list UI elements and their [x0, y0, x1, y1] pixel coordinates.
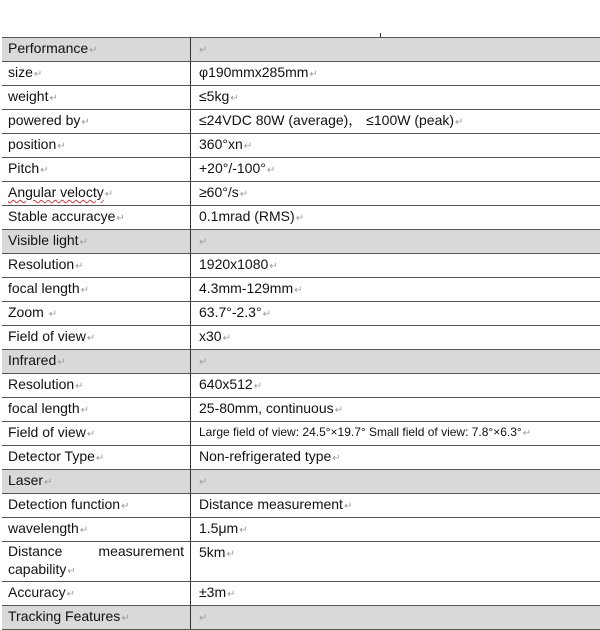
table-row: [2, 206, 600, 230]
cell-label: Laser↵: [2, 470, 191, 494]
paragraph-mark-icon: ↵: [96, 453, 104, 464]
paragraph-mark-icon: ↵: [199, 613, 207, 624]
cell-label: Angular velocty↵: [2, 182, 191, 206]
paragraph-mark-icon: ↵: [227, 589, 235, 600]
cell-label: focal length↵: [2, 278, 191, 302]
table-row: [2, 494, 600, 518]
cell-label: Zoom ↵: [2, 302, 191, 326]
section-laser: [2, 470, 600, 494]
section-visible-light: [2, 230, 600, 254]
table-row: [2, 86, 600, 110]
paragraph-mark-icon: ↵: [244, 141, 252, 152]
cell-value: [191, 606, 600, 630]
paragraph-mark-icon: ↵: [332, 453, 340, 464]
table-row: [2, 422, 600, 446]
cell-label: wavelength↵: [2, 518, 191, 542]
cell-value: ≤24VDC 80W (average)， ≤100W (peak)↵: [191, 110, 600, 134]
cell-label: focal length↵: [2, 398, 191, 422]
cell-value: Non-refrigerated type↵: [191, 446, 600, 470]
paragraph-mark-icon: ↵: [105, 189, 113, 200]
cell-label: Resolution↵: [2, 254, 191, 278]
paragraph-mark-icon: ↵: [269, 261, 277, 272]
paragraph-mark-icon: ↵: [75, 381, 83, 392]
cell-label: Pitch↵: [2, 158, 191, 182]
table-row: [2, 446, 600, 470]
table-row: [2, 518, 600, 542]
paragraph-mark-icon: ↵: [199, 477, 207, 488]
cell-label: Distance measurement capability↵: [2, 542, 191, 582]
paragraph-mark-icon: ↵: [344, 501, 352, 512]
paragraph-mark-icon: ↵: [294, 285, 302, 296]
cell-value: 4.3mm-129mm↵: [191, 278, 600, 302]
table-row: [2, 254, 600, 278]
table-row: [2, 542, 600, 582]
table-row: [2, 326, 600, 350]
cell-value: Distance measurement↵: [191, 494, 600, 518]
cell-value: 1.5μm↵: [191, 518, 600, 542]
paragraph-mark-icon: ↵: [199, 357, 207, 368]
paragraph-mark-icon: ↵: [240, 189, 248, 200]
paragraph-mark-icon: ↵: [116, 213, 124, 224]
paragraph-mark-icon: ↵: [296, 213, 304, 224]
paragraph-mark-icon: ↵: [230, 93, 238, 104]
table-row: [2, 110, 600, 134]
cell-label: Accuracy↵: [2, 582, 191, 606]
paragraph-mark-icon: ↵: [254, 381, 262, 392]
paragraph-mark-icon: ↵: [67, 566, 75, 577]
paragraph-mark-icon: ↵: [81, 405, 89, 416]
cell-value: 63.7°-2.3°↵: [191, 302, 600, 326]
paragraph-mark-icon: ↵: [49, 93, 57, 104]
paragraph-mark-icon: ↵: [199, 45, 207, 56]
paragraph-mark-icon: ↵: [523, 428, 531, 439]
cell-value: [191, 350, 600, 374]
table-row: [2, 134, 600, 158]
paragraph-mark-icon: ↵: [81, 285, 89, 296]
cell-label: Detector Type↵: [2, 446, 191, 470]
cell-label: Field of view↵: [2, 422, 191, 446]
cell-label: size↵: [2, 62, 191, 86]
paragraph-mark-icon: ↵: [267, 165, 275, 176]
cell-value: [191, 230, 600, 254]
paragraph-mark-icon: ↵: [80, 237, 88, 248]
cell-value: 1920x1080↵: [191, 254, 600, 278]
cell-value: φ190mmx285mm↵: [191, 62, 600, 86]
paragraph-mark-icon: ↵: [81, 117, 89, 128]
cell-label: Field of view↵: [2, 326, 191, 350]
cell-value: 640x512↵: [191, 374, 600, 398]
section-tracking-features: [2, 606, 600, 630]
table-row: [2, 182, 600, 206]
section-infrared: [2, 350, 600, 374]
paragraph-mark-icon: ↵: [121, 501, 129, 512]
paragraph-mark-icon: ↵: [57, 357, 65, 368]
paragraph-mark-icon: ↵: [87, 333, 95, 344]
spec-table: [2, 37, 600, 630]
paragraph-mark-icon: ↵: [226, 549, 234, 560]
cell-value: 25-80mm, continuous↵: [191, 398, 600, 422]
table-row: [2, 582, 600, 606]
paragraph-mark-icon: ↵: [309, 69, 317, 80]
paragraph-mark-icon: ↵: [199, 237, 207, 248]
cell-value: ±3m↵: [191, 582, 600, 606]
cell-value: +20°/-100°↵: [191, 158, 600, 182]
cell-value: ≥60°/s↵: [191, 182, 600, 206]
cell-value: x30↵: [191, 326, 600, 350]
paragraph-mark-icon: ↵: [57, 141, 65, 152]
cell-value: [191, 470, 600, 494]
cell-value: 5km↵: [191, 542, 600, 582]
paragraph-mark-icon: ↵: [223, 333, 231, 344]
cell-label: Detection function↵: [2, 494, 191, 518]
cell-label: Resolution↵: [2, 374, 191, 398]
section-performance: [2, 38, 600, 62]
table-row: [2, 374, 600, 398]
table-row: [2, 302, 600, 326]
paragraph-mark-icon: ↵: [239, 525, 247, 536]
paragraph-mark-icon: ↵: [67, 589, 75, 600]
cell-value: 0.1mrad (RMS)↵: [191, 206, 600, 230]
paragraph-mark-icon: ↵: [75, 261, 83, 272]
paragraph-mark-icon: ↵: [40, 165, 48, 176]
paragraph-mark-icon: ↵: [455, 117, 463, 128]
cell-label: Stable accuracye↵: [2, 206, 191, 230]
paragraph-mark-icon: ↵: [335, 405, 343, 416]
paragraph-mark-icon: ↵: [121, 613, 129, 624]
cell-value: [191, 38, 600, 62]
paragraph-mark-icon: ↵: [49, 309, 57, 320]
table-row: [2, 158, 600, 182]
table-row: [2, 278, 600, 302]
table-row: [2, 398, 600, 422]
paragraph-mark-icon: ↵: [89, 45, 97, 56]
cell-value: ≤5kg↵: [191, 86, 600, 110]
cell-value: Large field of view: 24.5°×19.7° Small field of view: 7.8°×6.3°↵: [191, 422, 600, 446]
paragraph-mark-icon: ↵: [44, 477, 52, 488]
cell-label: position↵: [2, 134, 191, 158]
cell-label: weight↵: [2, 86, 191, 110]
cell-label: Tracking Features↵: [2, 606, 191, 630]
paragraph-mark-icon: ↵: [34, 69, 42, 80]
cell-label: powered by↵: [2, 110, 191, 134]
paragraph-mark-icon: ↵: [87, 429, 95, 440]
cell-label: Infrared↵: [2, 350, 191, 374]
paragraph-mark-icon: ↵: [80, 525, 88, 536]
cell-value: 360°xn↵: [191, 134, 600, 158]
table-row: [2, 62, 600, 86]
cell-label: Performance↵: [2, 38, 191, 62]
paragraph-mark-icon: ↵: [263, 309, 271, 320]
cell-label: Visible light↵: [2, 230, 191, 254]
